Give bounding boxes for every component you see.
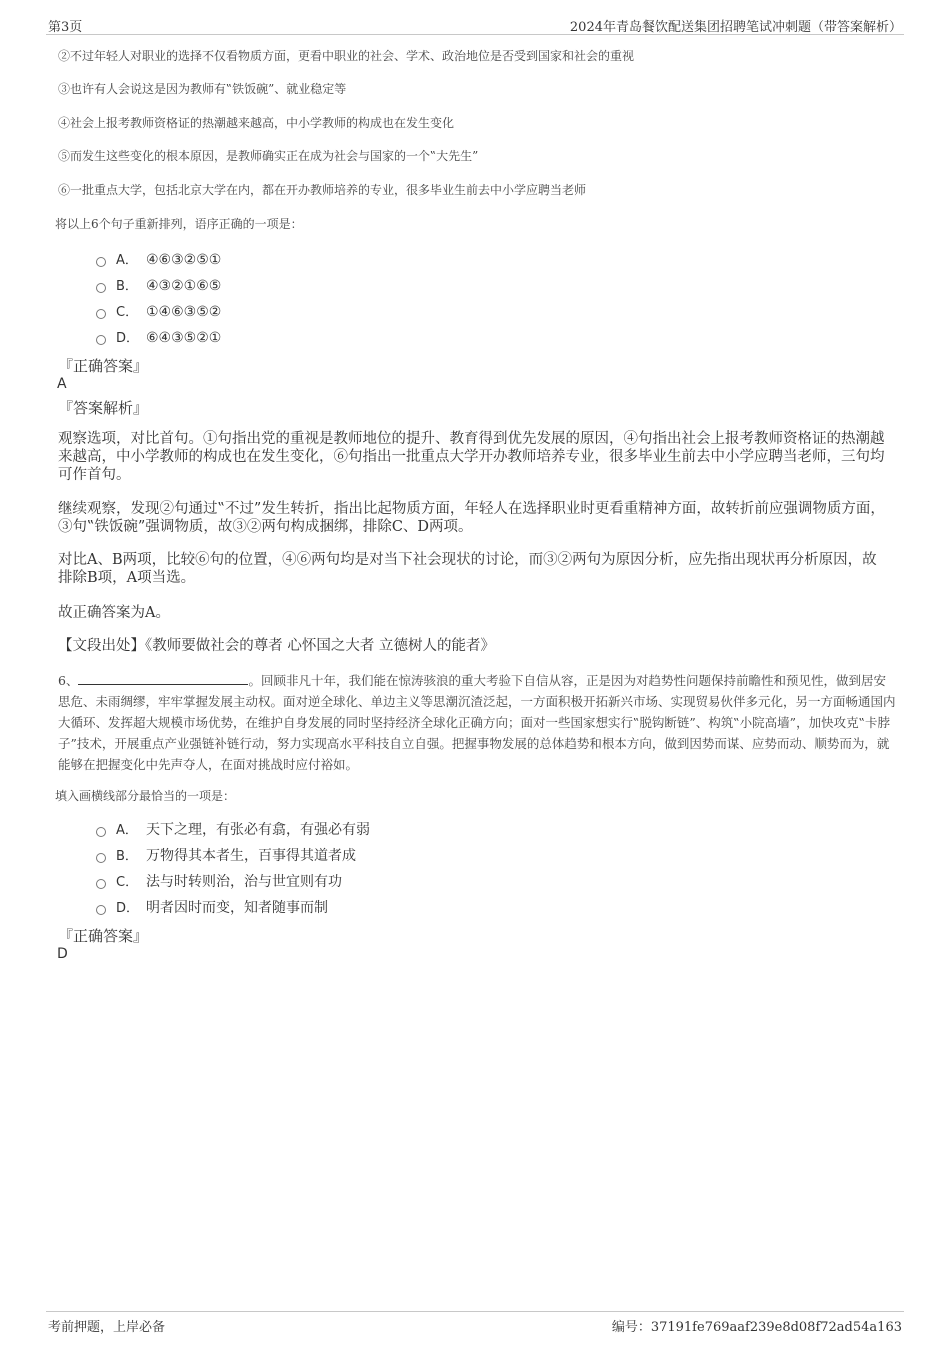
sentence-5: ⑤而发生这些变化的根本原因，是教师确实正在成为社会与国家的一个‟大先生” (58, 149, 479, 163)
analysis-paragraph: 观察选项，对比首句。①句指出党的重视是教师地位的提升、教育得到优先发展的原因，④句指出社会上报考教师资格证的热潮越来越高，中小学教师的构成也在发生变化，⑥句指出一批重点大学开办教师培养专业，很多毕业生前去中小学应聘当老师，三句均可作首句。 (58, 431, 885, 483)
option-c[interactable]: C． ①④⑥③⑤② (96, 302, 221, 322)
fill-blank (78, 672, 248, 685)
option-d[interactable]: D． ⑥④③⑤②① (96, 328, 221, 348)
analysis-paragraph: 对比A、B两项，比较⑥句的位置，④⑥两句均是对当下社会现状的讨论，而③②两句为原因分析，应先指出现状再分析原因，故排除B项，A项当选。 (58, 552, 877, 586)
option-b[interactable]: B． ④③②①⑥⑤ (96, 276, 221, 296)
sentence-6: ⑥一批重点大学，包括北京大学在内，都在开办教师培养的专业，很多毕业生前去中小学应聘当老师 (58, 183, 587, 197)
document-title: 2024年青岛餐饮配送集团招聘笔试冲刺题（带答案解析） (569, 20, 902, 35)
sentence-2: ②不过年轻人对职业的选择不仅看物质方面，更看中职业的社会、学术、政治地位是否受到国家和社会的重视 (58, 49, 635, 63)
page-header (46, 14, 904, 35)
radio-icon[interactable] (96, 283, 106, 293)
analysis-conclusion: 故正确答案为A。 (58, 605, 170, 621)
question-prompt: 将以上6个句子重新排列，语序正确的一项是： (55, 217, 303, 231)
analysis-label: 『答案解析』 (58, 399, 149, 417)
radio-icon[interactable] (96, 905, 106, 915)
footer-slogan: 考前押题，上岸必备 (48, 1320, 166, 1335)
option-b[interactable]: B． 万物得其本者生，百事得其道者成 (96, 846, 356, 866)
radio-icon[interactable] (96, 257, 106, 267)
sentence-4: ④社会上报考教师资格证的热潮越来越高，中小学教师的构成也在发生变化 (58, 116, 455, 130)
page-number: 第3页 (48, 20, 83, 35)
analysis-paragraph: 继续观察，发现②句通过‟不过”发生转折，指出比起物质方面，年轻人在选择职业时更看重精神方面，故转折前应强调物质方面，③句‟铁饭碗”强调物质，故③②两句构成捆绑，排除C、D两项。 (58, 501, 885, 535)
source-citation: 【文段出处】《教师要做社会的尊者 心怀国之大者 立德树人的能者》 (58, 638, 495, 654)
option-c[interactable]: C． 法与时转则治，治与世宜则有功 (96, 872, 342, 892)
correct-answer: D (57, 946, 68, 962)
radio-icon[interactable] (96, 827, 106, 837)
page-footer (46, 1311, 904, 1334)
sentence-3: ③也许有人会说这是因为教师有‟铁饭碗”、就业稳定等 (58, 82, 347, 96)
radio-icon[interactable] (96, 853, 106, 863)
question-6-stem: 6、 。回顾非凡十年，我们能在惊涛骇浪的重大考验下自信从容，正是因为对趋势性问题保持前瞻性和预见性，做到居安思危、未雨绸缪，牢牢掌握发展主动权。面对逆全球化、单边主义等思潮沉渣泛起，一方面积极开拓新兴市场、实现贸易伙伴多元化，另一方面畅通国内大循环、发挥超大规模市场优势，在维护自身发展的同时坚持经济全球化正确方向；面对一些国家想实行‟脱钩断链”、构筑‟小院高墙”，加快攻克‟卡脖子”技术，开展重点产业强链补链行动，努力实现高水平科技自立自强。把握事物发展的总体趋势和根本方向，做到因势而谋、应势而动、顺势而为，就能够在把握变化中先声夺人，在面对挑战时应付裕如。 (58, 673, 896, 772)
correct-answer: A (57, 376, 67, 392)
radio-icon[interactable] (96, 335, 106, 345)
radio-icon[interactable] (96, 879, 106, 889)
radio-icon[interactable] (96, 309, 106, 319)
option-d[interactable]: D． 明者因时而变，知者随事而制 (96, 898, 328, 918)
document-code: 编号：37191fe769aaf239e8d08f72ad54a163 (611, 1320, 902, 1335)
option-a[interactable]: A． 天下之理，有张必有翕，有强必有弱 (96, 820, 370, 840)
option-a[interactable]: A． ④⑥③②⑤① (96, 250, 221, 270)
correct-answer-label: 『正确答案』 (58, 927, 149, 945)
question-prompt: 填入画横线部分最恰当的一项是： (55, 789, 236, 803)
correct-answer-label: 『正确答案』 (58, 357, 149, 375)
